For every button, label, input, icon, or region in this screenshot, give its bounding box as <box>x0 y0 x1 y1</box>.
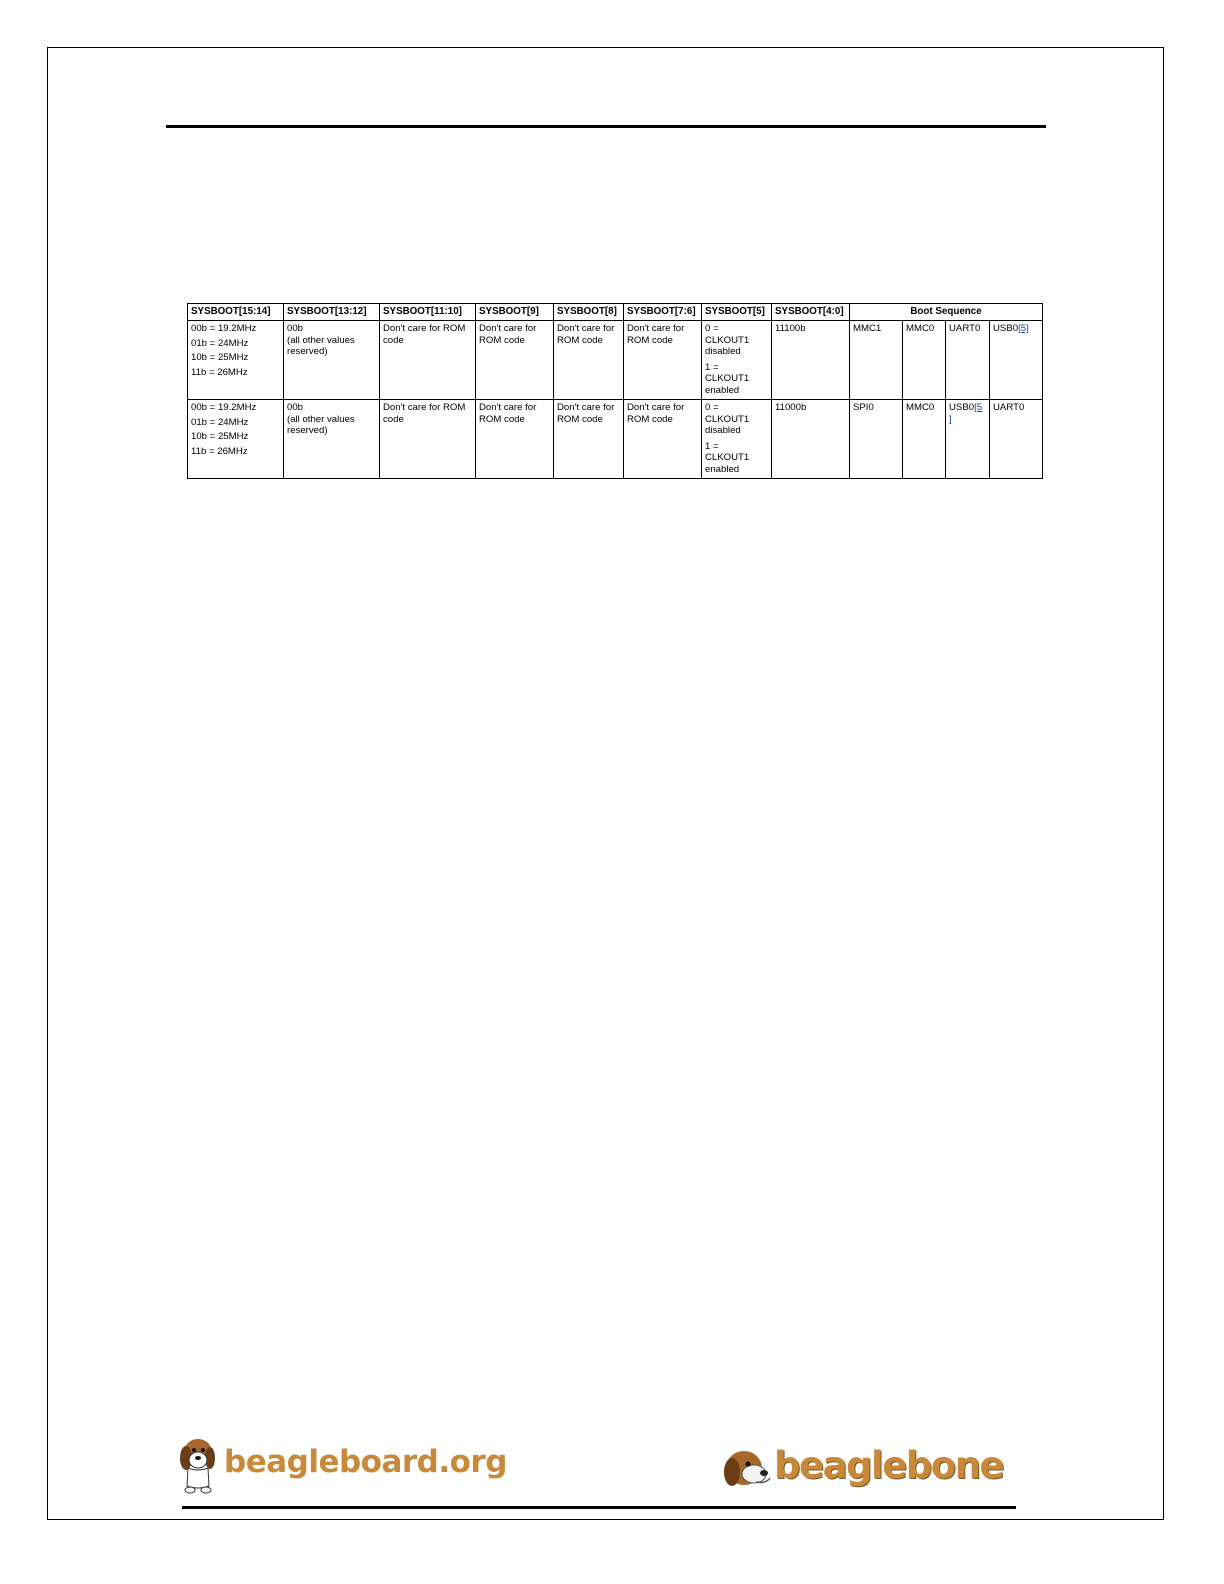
cell-line: disabled <box>705 346 741 357</box>
header-sysboot-7-6: SYSBOOT[7:6] <box>624 304 702 321</box>
cell-line: 00b <box>287 323 304 334</box>
boot-label: USB0 <box>993 323 1019 334</box>
cell-boot-1: SPI0 <box>850 400 903 479</box>
boot-label: USB0 <box>949 402 975 413</box>
cell-dont-care: Don't care for ROM code <box>476 321 554 400</box>
header-sysboot-11-10: SYSBOOT[11:10] <box>380 304 476 321</box>
cell-boot-1: MMC1 <box>850 321 903 400</box>
header-rule <box>166 125 1046 128</box>
cell-boot-4: UART0 <box>990 400 1043 479</box>
cell-line: CLKOUT1 <box>705 452 750 463</box>
cell-boot-3: UART0 <box>946 321 990 400</box>
cell-boot-2: MMC0 <box>903 321 946 400</box>
cell-clock-select <box>188 321 284 400</box>
footnote-link[interactable]: [5] <box>1018 323 1029 334</box>
cell-line: CLKOUT1 <box>705 413 750 425</box>
beaglebone-logo <box>720 1440 1004 1496</box>
cell-boot-4 <box>990 321 1043 400</box>
cell-line: CLKOUT1 <box>705 334 750 346</box>
beagle-head-icon <box>720 1446 774 1494</box>
cell-line: 01b = 24MHz <box>191 416 249 428</box>
cell-dont-care: Don't care for ROM code <box>380 321 476 400</box>
cell-sysboot-value: 11100b <box>772 321 850 400</box>
cell-dont-care: Don't care for ROM code <box>476 400 554 479</box>
table-row <box>188 400 1043 479</box>
footer-rule <box>182 1506 1016 1509</box>
cell-boot-2: MMC0 <box>903 400 946 479</box>
cell-clock-select <box>188 400 284 479</box>
cell-line: 01b = 24MHz <box>191 337 249 349</box>
header-sysboot-8: SYSBOOT[8] <box>554 304 624 321</box>
cell-line: reserved) <box>287 346 328 357</box>
cell-line: 00b = 19.2MHz <box>191 323 257 334</box>
cell-sysboot-value: 11000b <box>772 400 850 479</box>
cell-boot-3 <box>946 400 990 479</box>
cell-line: enabled <box>705 463 740 475</box>
footnote-link-end[interactable]: ] <box>949 413 952 425</box>
cell-line: 11b = 26MHz <box>191 445 248 457</box>
footnote-link[interactable]: [5 <box>974 402 983 413</box>
cell-reserved <box>284 400 380 479</box>
header-sysboot-13-12: SYSBOOT[13:12] <box>284 304 380 321</box>
table-header-row <box>188 304 1043 321</box>
cell-dont-care: Don't care for ROM code <box>554 400 624 479</box>
cell-clkout <box>702 400 772 479</box>
cell-line: CLKOUT1 <box>705 373 750 384</box>
header-boot-sequence: Boot Sequence <box>850 304 1043 321</box>
cell-line: enabled <box>705 384 740 396</box>
cell-line: (all other values <box>287 334 355 346</box>
cell-line: disabled <box>705 425 741 436</box>
header-sysboot-4-0: SYSBOOT[4:0] <box>772 304 850 321</box>
cell-line: reserved) <box>287 425 328 436</box>
cell-line: 0 = <box>705 402 719 413</box>
page-border <box>47 47 1164 1520</box>
header-sysboot-9: SYSBOOT[9] <box>476 304 554 321</box>
cell-line: 0 = <box>705 323 719 334</box>
cell-dont-care: Don't care for ROM code <box>624 400 702 479</box>
cell-line: 1 = <box>705 361 719 373</box>
cell-dont-care: Don't care for ROM code <box>624 321 702 400</box>
header-sysboot-5: SYSBOOT[5] <box>702 304 772 321</box>
cell-line: 10b = 25MHz <box>191 431 249 442</box>
cell-line: (all other values <box>287 413 355 425</box>
beaglebone-wordmark: beaglebone <box>774 1444 1004 1487</box>
cell-dont-care: Don't care for ROM code <box>554 321 624 400</box>
cell-line: 00b <box>287 402 304 413</box>
header-sysboot-15-14: SYSBOOT[15:14] <box>188 304 284 321</box>
cell-clkout <box>702 321 772 400</box>
table-row <box>188 321 1043 400</box>
cell-line: 00b = 19.2MHz <box>191 402 257 413</box>
cell-reserved <box>284 321 380 400</box>
beagleboard-logo <box>176 1436 507 1496</box>
beagle-dog-icon <box>176 1436 222 1494</box>
sysboot-table <box>187 303 1043 479</box>
cell-dont-care: Don't care for ROM code <box>380 400 476 479</box>
beagleboard-wordmark: beagleboard.org <box>224 1444 507 1480</box>
cell-line: 11b = 26MHz <box>191 366 248 378</box>
cell-line: 1 = <box>705 440 719 452</box>
cell-line: 10b = 25MHz <box>191 352 249 363</box>
